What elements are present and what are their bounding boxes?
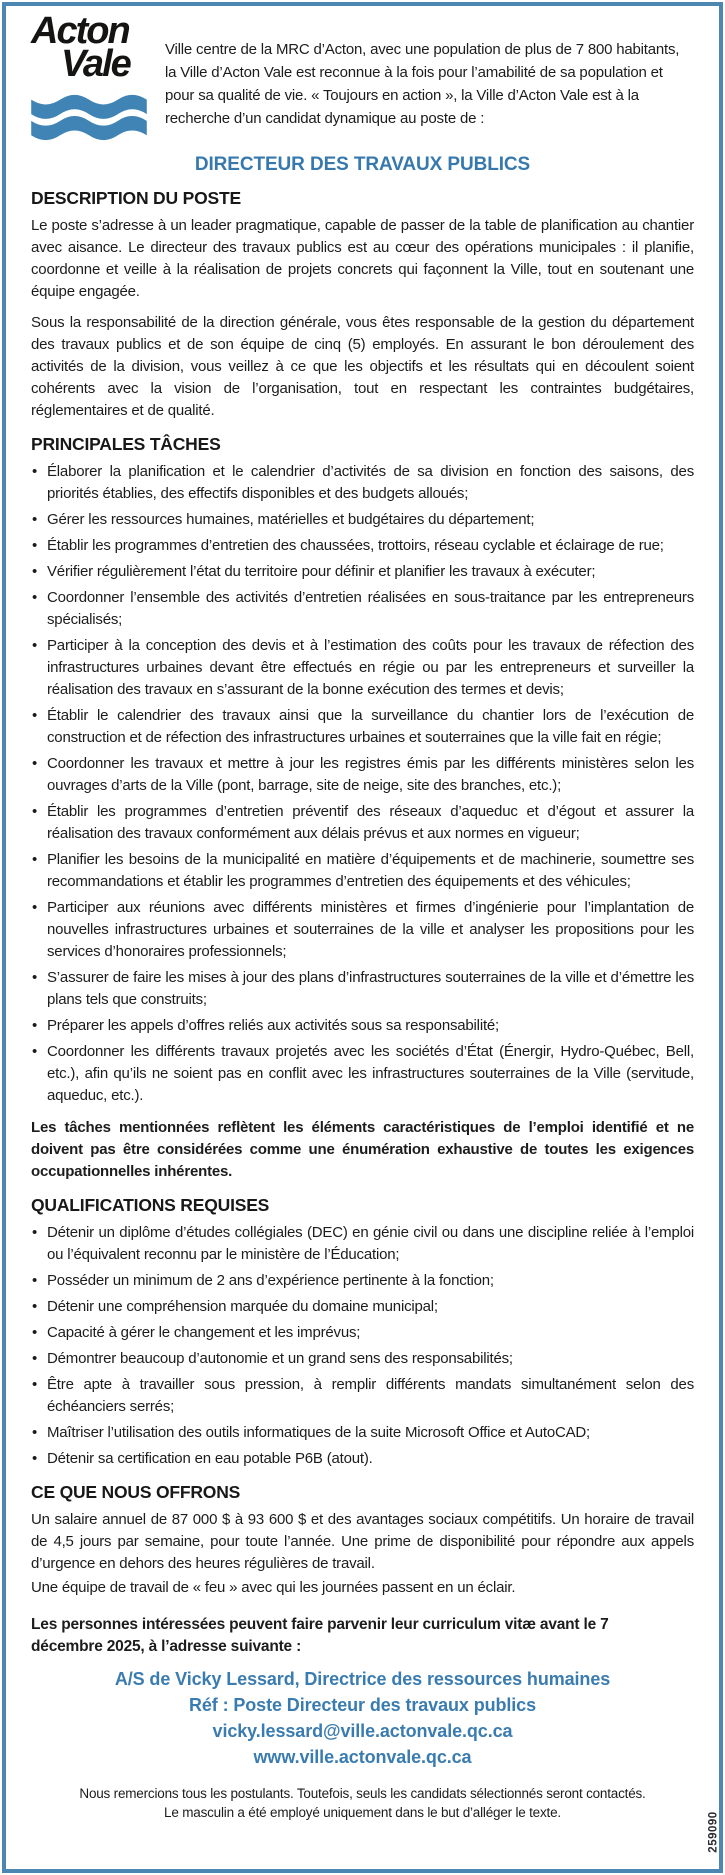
offer-paragraph: Un salaire annuel de 87 000 $ à 93 600 $ et des avantages sociaux compétitifs. Un horaire de travail de 4,5 jours par semaine, pour toute l’année. Une prime de disponibilité pour répondre aux appels d’urgence en dehors des heures régulières de travail.	[31, 1511, 694, 1573]
contact-block	[31, 1666, 694, 1770]
offer-heading: CE QUE NOUS OFFRONS	[31, 1482, 241, 1503]
section-offer	[31, 1482, 694, 1599]
logo-waves-icon	[31, 90, 147, 142]
footer-note-line1: Nous remercions tous les postulants. Toutefois, seuls les candidats sélectionnés seront contactés.	[79, 1786, 646, 1802]
ad-reference-number: 259090	[708, 1811, 720, 1853]
task-item: • Établir les programmes d’entretien préventif des réseaux d’aqueduc et d’égout et assurer la réalisation des travaux conformément aux délais prévus et aux normes en vigueur;	[31, 801, 694, 845]
logo-wordmark	[31, 10, 153, 86]
qualification-item: • Maîtriser l’utilisation des outils informatiques de la suite Microsoft Office et AutoCAD;	[31, 1422, 694, 1444]
acton-vale-logo	[31, 12, 153, 142]
footer-note-line2: Le masculin a été employé uniquement dans le but d’alléger le texte.	[164, 1805, 561, 1821]
section-tasks	[31, 434, 694, 1183]
task-item: • Planifier les besoins de la municipalité en matière d’équipements et de machinerie, soumettre ses recommandations et établir les programmes d’entretien des équipements et des véhicules;	[31, 849, 694, 893]
section-qualifications	[31, 1195, 694, 1470]
description-paragraph: Sous la responsabilité de la direction générale, vous êtes responsable de la gestion du département des travaux publics et de son équipe de cinq (5) employés. En assurant le bon déroulement des activités de la division, vous veillez à ce que les objectifs et les résultats qui en découlent soient cohérents avec la vision de l’organisation, tout en respectant les contraintes budgétaires, réglementaires et de qualité.	[31, 314, 694, 420]
qualification-item: • Détenir sa certification en eau potable P6B (atout).	[31, 1448, 694, 1470]
section-description	[31, 188, 694, 422]
logo-word-vale: Vale	[61, 43, 130, 86]
task-item: • Vérifier régulièrement l’état du territoire pour définir et planifier les travaux à exécuter;	[31, 561, 694, 583]
task-item: • Établir le calendrier des travaux ainsi que la surveillance du chantier lors de l’exécution de construction et de réfection des infrastructures urbaines et souterraines que la ville fait en régie;	[31, 705, 694, 749]
tasks-disclaimer-note: Les tâches mentionnées reflètent les éléments caractéristiques de l’emploi identifié et ne doivent pas être considérées comme une énumération exhaustive de toutes les exigences occupationnelles inhérentes.	[31, 1119, 694, 1181]
logo-word-acton: Acton	[31, 10, 129, 52]
qualification-item: • Détenir un diplôme d’études collégiales (DEC) en génie civil ou dans une discipline reliée à l’emploi ou l’équivalent reconnu par le ministère de l’Éducation;	[31, 1222, 694, 1266]
application-instruction: Les personnes intéressées peuvent faire parvenir leur curriculum vitæ avant le 7 décembre 2025, à l’adresse suivante :	[31, 1616, 609, 1656]
qualification-item: • Démontrer beaucoup d’autonomie et un grand sens des responsabilités;	[31, 1348, 694, 1370]
qualification-item: • Être apte à travailler sous pression, à remplir différents mandats simultanément selon des échéanciers serrés;	[31, 1374, 694, 1418]
task-item: • S’assurer de faire les mises à jour des plans d’infrastructures souterraines de la ville et d’émettre les plans tels que construits;	[31, 967, 694, 1011]
task-item: • Élaborer la planification et le calendrier d’activités de sa division en fonction des saisons, des priorités établies, des effectifs disponibles et des budgets alloués;	[31, 461, 694, 505]
task-item: • Coordonner les différents travaux projetés avec les sociétés d’État (Énergir, Hydro-Québec, Bell, etc.), afin qu’ils ne soient pas en conflit avec les infrastructures souterraines de la Ville (servitude, aqueduc, etc.).	[31, 1041, 694, 1107]
task-item: • Coordonner l’ensemble des activités d’entretien réalisées en sous-traitance par les entrepreneurs spécialisés;	[31, 587, 694, 631]
qualifications-list	[31, 1222, 694, 1470]
contact-email: vicky.lessard@ville.actonvale.qc.ca	[212, 1721, 513, 1742]
tasks-heading: PRINCIPALES TÂCHES	[31, 434, 221, 455]
task-item: • Gérer les ressources humaines, matérielles et budgétaires du département;	[31, 509, 694, 531]
job-ad-content	[31, 12, 694, 1822]
qualifications-heading: QUALIFICATIONS REQUISES	[31, 1195, 270, 1216]
tasks-list	[31, 461, 694, 1107]
task-item: • Préparer les appels d’offres reliés aux activités sous sa responsabilité;	[31, 1015, 694, 1037]
qualification-item: • Capacité à gérer le changement et les imprévus;	[31, 1322, 694, 1344]
description-heading: DESCRIPTION DU POSTE	[31, 188, 241, 209]
contact-person: A/S de Vicky Lessard, Directrice des ressources humaines	[114, 1669, 611, 1690]
qualification-item: • Détenir une compréhension marquée du domaine municipal;	[31, 1296, 694, 1318]
contact-reference: Réf : Poste Directeur des travaux publics	[188, 1695, 536, 1716]
ad-footer	[31, 1784, 694, 1822]
job-title: DIRECTEUR DES TRAVAUX PUBLICS	[194, 154, 531, 176]
qualification-item: • Posséder un minimum de 2 ans d’expérience pertinente à la fonction;	[31, 1270, 694, 1292]
task-item: • Participer à la conception des devis et à l’estimation des coûts pour les travaux de réfection des infrastructures urbaines devant être effectués en régie ou par les entrepreneurs et surveiller la réalisation des travaux en s’assurant de la bonne exécution des termes et devis;	[31, 635, 694, 701]
offer-paragraph: Une équipe de travail de « feu » avec qui les journées passent en un éclair.	[31, 1579, 516, 1597]
task-item: • Établir les programmes d’entretien des chaussées, trottoirs, réseau cyclable et éclairage de rue;	[31, 535, 694, 557]
ad-header	[31, 12, 694, 142]
description-paragraph: Le poste s’adresse à un leader pragmatique, capable de passer de la table de planification au chantier avec aisance. Le directeur des travaux publics est au cœur des opérations municipales : il planifie, coordonne et veille à la réalisation de projets concrets qui façonnent la Ville, tout en soutenant une équipe engagée.	[31, 217, 694, 301]
intro-paragraph: Ville centre de la MRC d’Acton, avec une population de plus de 7 800 habitants, la Ville d’Acton Vale est reconnue à la fois pour l’amabilité de sa population et pour sa qualité de vie. « Toujours en action », la Ville d’Acton Vale est à la recherche d’un candidat dynamique au poste de :	[165, 41, 680, 127]
task-item: • Participer aux réunions avec différents ministères et firmes d’ingénierie pour l’implantation de nouvelles infrastructures urbaines et souterraines de la ville et analyser les propositions pour les services d’honoraires professionnels;	[31, 897, 694, 963]
task-item: • Coordonner les travaux et mettre à jour les registres émis par les différents ministères selon les ouvrages d’arts de la Ville (pont, barrage, site de neige, site des branches, etc.);	[31, 753, 694, 797]
contact-website: www.ville.actonvale.qc.ca	[253, 1747, 472, 1768]
